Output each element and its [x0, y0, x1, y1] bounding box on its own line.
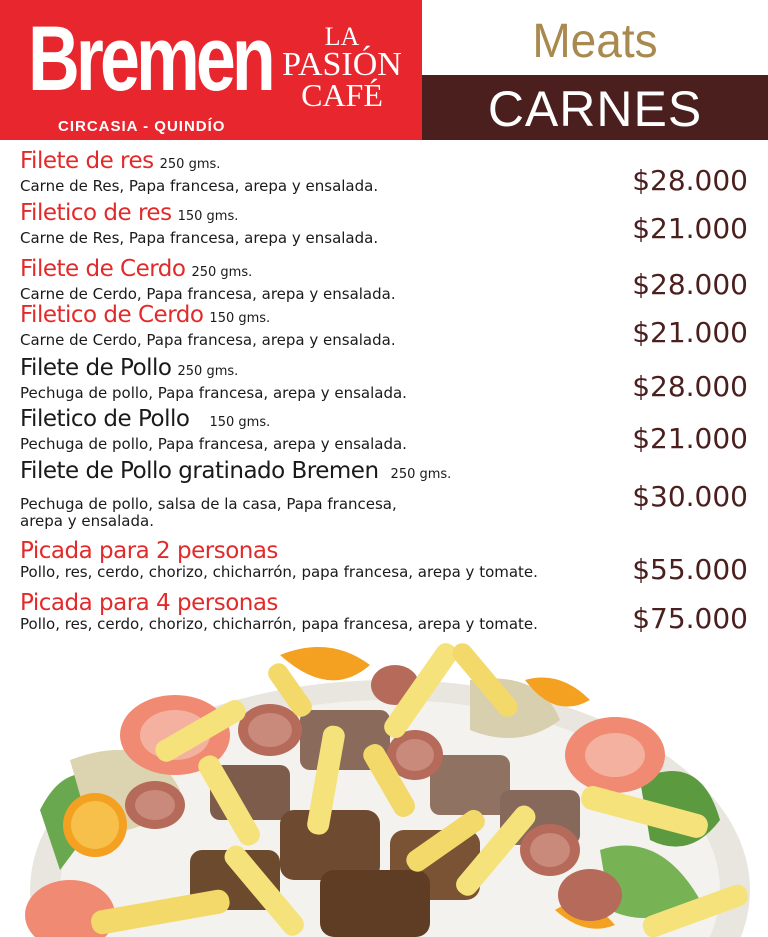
- item-name: Picada para 2 personas: [20, 538, 278, 564]
- tagline-cafe: CAFÉ: [301, 77, 383, 113]
- food-photo: [0, 640, 768, 937]
- item-description-line2: arepa y ensalada.: [20, 512, 154, 530]
- item-price: $75.000: [632, 602, 748, 635]
- item-name: Filete de res: [20, 148, 154, 174]
- item-description: Carne de Cerdo, Papa francesa, arepa y ensalada.: [20, 331, 396, 349]
- platter-illustration: [0, 640, 768, 937]
- item-description: Carne de Res, Papa francesa, arepa y ensalada.: [20, 229, 379, 247]
- brand-logo: Bremen: [28, 8, 272, 110]
- item-description: Pollo, res, cerdo, chorizo, chicharrón, papa francesa, arepa y tomate.: [20, 615, 538, 633]
- item-weight: 150 gms.: [209, 311, 271, 326]
- location-label: CIRCASIA - QUINDÍO: [58, 118, 226, 135]
- item-price: $55.000: [632, 553, 748, 586]
- item-weight: 250 gms.: [191, 265, 253, 280]
- logo-banner: [0, 0, 422, 140]
- item-weight: 250 gms.: [159, 157, 221, 172]
- item-description: Pechuga de pollo, Papa francesa, arepa y ensalada.: [20, 384, 407, 402]
- item-weight: 250 gms.: [390, 467, 452, 482]
- item-name: Filetico de Cerdo: [20, 302, 204, 328]
- item-price: $28.000: [632, 164, 748, 197]
- item-price: $28.000: [632, 370, 748, 403]
- item-name: Picada para 4 personas: [20, 590, 278, 616]
- item-name: Filete de Pollo: [20, 355, 172, 381]
- item-name: Filete de Pollo gratinado Bremen: [20, 458, 379, 484]
- item-description: Pollo, res, cerdo, chorizo, chicharrón, papa francesa, arepa y tomate.: [20, 563, 538, 581]
- item-weight: 250 gms.: [177, 364, 239, 379]
- item-name: Filetico de res: [20, 200, 172, 226]
- item-price: $30.000: [632, 480, 748, 513]
- item-price: $21.000: [632, 316, 748, 349]
- section-title-spanish: CARNES: [422, 75, 768, 140]
- item-price: $21.000: [632, 212, 748, 245]
- tagline-la: LA: [324, 22, 360, 51]
- tagline-pasion: PASIÓN: [282, 46, 402, 83]
- item-name: Filetico de Pollo: [20, 406, 190, 432]
- item-name: Filete de Cerdo: [20, 256, 186, 282]
- item-weight: 150 gms.: [177, 209, 239, 224]
- item-price: $28.000: [632, 268, 748, 301]
- item-description: Carne de Cerdo, Papa francesa, arepa y ensalada.: [20, 285, 396, 303]
- item-weight: 150 gms.: [209, 415, 271, 430]
- item-description: Pechuga de pollo, salsa de la casa, Papa francesa,: [20, 495, 397, 513]
- item-price: $21.000: [632, 422, 748, 455]
- section-title-english: Meats: [532, 12, 658, 68]
- item-description: Carne de Res, Papa francesa, arepa y ensalada.: [20, 177, 379, 195]
- item-description: Pechuga de pollo, Papa francesa, arepa y ensalada.: [20, 435, 407, 453]
